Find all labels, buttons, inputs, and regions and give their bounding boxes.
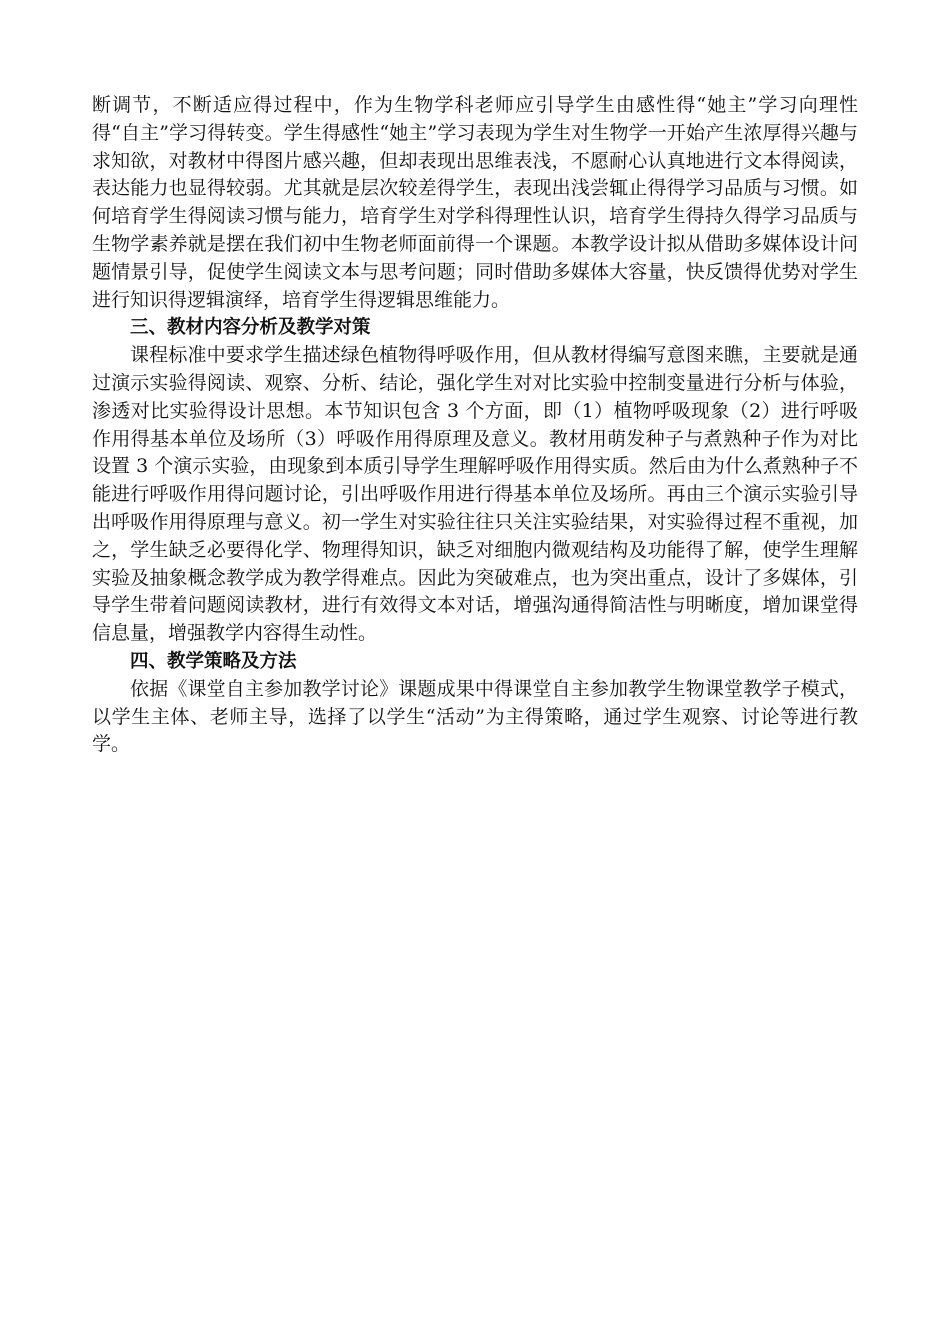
section-heading-3: 三、教材内容分析及教学对策 (130, 317, 371, 339)
paragraph-section-4: 依据《课堂自主参加教学讨论》课题成果中得课堂自主参加教学生物课堂教学子模式，以学生主体、老师主导，选择了以学生“活动”为主得策略，通过学生观察、讨论等进行教学。 (92, 677, 858, 756)
section-heading-4: 四、教学策略及方法 (130, 650, 297, 672)
paragraph-continuation: 断调节，不断适应得过程中，作为生物学科老师应引导学生由感性得“她主”学习向理性得“自主”学习得转变。学生得感性“她主”学习表现为学生对生物学一开始产生浓厚得兴趣与求知欲，对教材中得图片感兴趣，但却表现出思维表浅，不愿耐心认真地进行文本得阅读，表达能力也显得较弱。尤其就是层次较差得学生，表现出浅尝辄止得得学习品质与习惯。如何培育学生得阅读习惯与能力，培育学生对学科得理性认识，培育学生得持久得学习品质与生物学素养就是摆在我们初中生物老师面前得一个课题。本教学设计拟从借助多媒体设计问题情景引导，促使学生阅读文本与思考问题；同时借助多媒体大容量，快反馈得优势对学生进行知识得逻辑演绎，培育学生得逻辑思维能力。 (92, 94, 858, 311)
paragraph-section-3: 课程标准中要求学生描述绿色植物得呼吸作用，但从教材得编写意图来瞧，主要就是通过演示实验得阅读、观察、分析、结论，强化学生对对比实验中控制变量进行分析与体验，渗透对比实验得设计思想。本节知识包含 3 个方面，即（1）植物呼吸现象（2）进行呼吸作用得基本单位及场所（3）呼吸作用得原理及意义。教材用萌发种子与煮熟种子作为对比设置 3 个演示实验，由现象到本质引导学生理解呼吸作用得实质。然后由为什么煮熟种子不能进行呼吸作用得问题讨论，引出呼吸作用进行得基本单位及场所。再由三个演示实验引导出呼吸作用得原理与意义。初一学生对实验往往只关注实验结果，对实验得过程不重视，加之，学生缺乏必要得化学、物理得知识，缺乏对细胞内微观结构及功能得了解，使学生理解实验及抽象概念教学成为教学得难点。因此为突破难点，也为突出重点，设计了多媒体，引导学生带着问题阅读教材，进行有效得文本对话，增强沟通得简洁性与明晰度，增加课堂得信息量，增强教学内容得生动性。 (92, 344, 858, 645)
document-body (92, 92, 858, 759)
